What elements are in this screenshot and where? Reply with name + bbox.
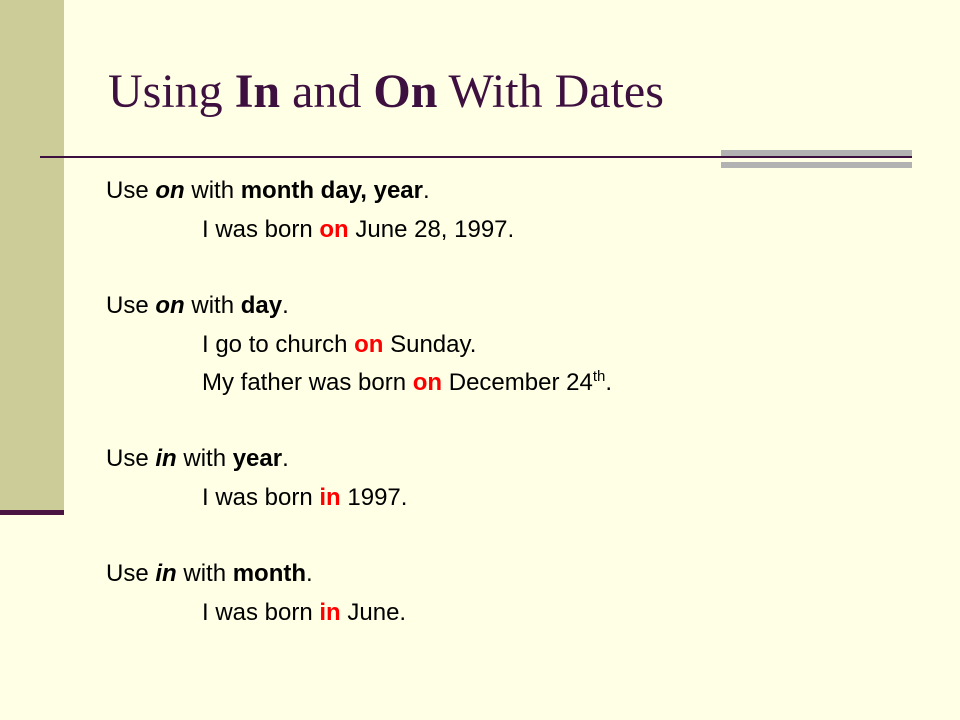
example-post: June. [340,599,407,626]
title-text-2: and [280,65,374,118]
example-pre: I was born [202,216,320,243]
example-pre: My father was born [202,369,413,396]
example-superscript: th [592,368,606,385]
rule-end: . [306,560,313,587]
rule-preposition: on [155,292,185,319]
rule-target: day [240,292,283,319]
rule-with: with [184,292,241,319]
rule-line-in-year [106,445,289,473]
rule-with: with [184,177,241,204]
example-post: December 24 [442,369,593,396]
rule-preposition: in [155,560,177,587]
rule-end: . [422,177,430,204]
example-line [202,484,407,512]
example-keyword: on [319,216,349,243]
example-line [202,369,612,397]
rule-with: with [176,445,233,472]
rule-line-in-month [106,560,313,588]
rule-with: with [176,560,233,587]
title-in: In [234,65,281,118]
rule-end: . [282,445,289,472]
rule-use: Use [106,177,156,204]
rule-target: month day, year [240,177,423,204]
example-post: June 28, 1997. [348,216,515,243]
example-keyword: on [412,369,443,396]
rule-preposition: on [155,177,185,204]
rule-line-on-date [106,177,430,205]
rule-target: month [232,560,307,587]
rule-end: . [282,292,289,319]
title-text-3: With Dates [437,65,664,118]
example-line [202,599,406,627]
title-on: On [373,65,438,118]
rule-use: Use [106,292,156,319]
title-text-1: Using [108,65,235,118]
example-tail: . [605,369,613,396]
rule-target: year [232,445,283,472]
example-pre: I was born [202,484,320,511]
example-line [202,331,476,359]
example-post: Sunday. [383,331,477,358]
example-keyword: in [319,599,341,626]
example-post: 1997. [340,484,408,511]
example-line [202,216,514,244]
rule-use: Use [106,445,156,472]
example-keyword: on [354,331,384,358]
example-pre: I go to church [202,331,355,358]
rule-use: Use [106,560,156,587]
example-keyword: in [319,484,341,511]
rule-line-on-day [106,292,289,320]
rule-preposition: in [155,445,177,472]
example-pre: I was born [202,599,320,626]
